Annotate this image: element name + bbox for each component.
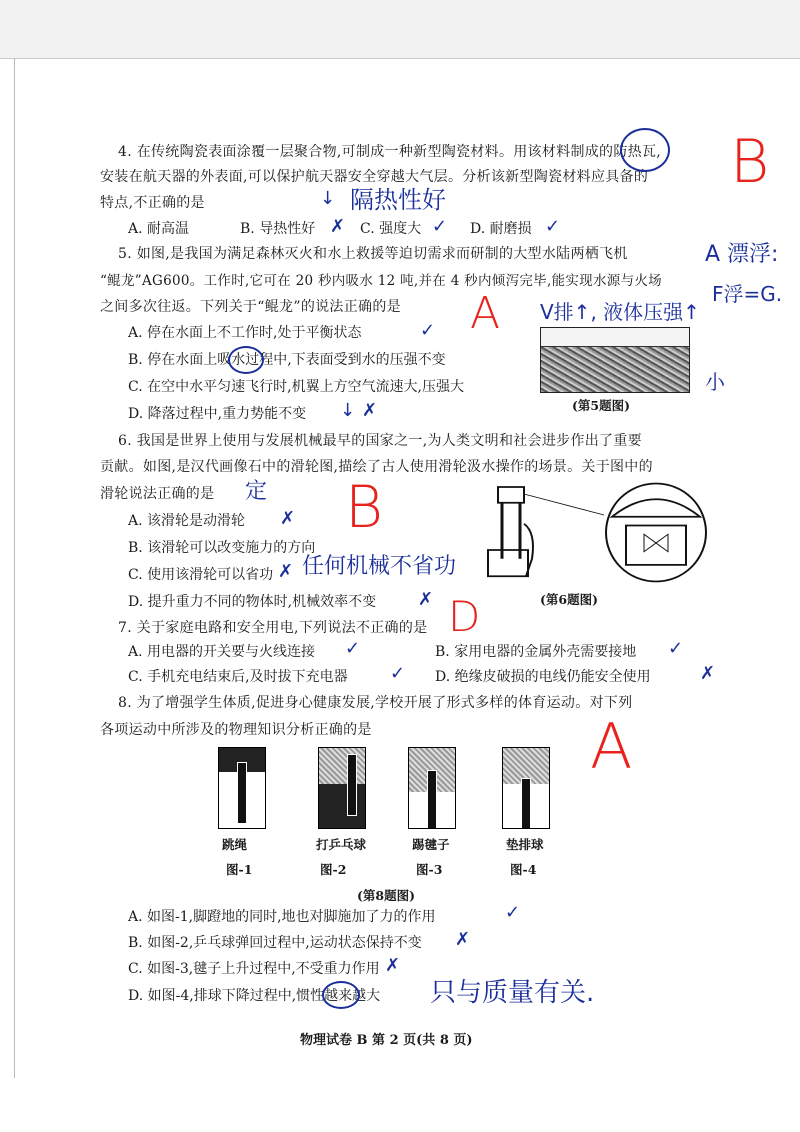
figure-3-name: 踢毽子 — [412, 837, 450, 852]
answer-q7: D — [448, 592, 481, 641]
q4-option-a: A. 耐高温 — [128, 221, 190, 237]
q5-line-2: “鲲龙”AG600。工作时,它可在 20 秒内吸水 12 吨,并在 4 秒内倾泻完毕,能实现水源与火场 — [100, 273, 662, 289]
page-left-edge — [14, 58, 15, 1078]
q8-option-a: A. 如图-1,脚蹬地的同时,地也对脚施加了力的作用 — [128, 909, 436, 925]
figure-2-ping-pong — [318, 747, 366, 829]
q6-option-a: A. 该滑轮是动滑轮 — [128, 513, 246, 529]
arrow-q5-d: ↓ — [340, 400, 356, 421]
answer-q8: A — [590, 710, 633, 783]
q5-option-c: C. 在空中水平匀速飞行时,机翼上方空气流速大,压强大 — [128, 379, 465, 395]
q7-line: 7. 关于家庭电路和安全用电,下列说法不正确的是 — [118, 620, 428, 636]
q8-option-c: C. 如图-3,毽子上升过程中,不受重力作用 — [128, 961, 380, 977]
cross-q5-d: ✗ — [362, 400, 378, 421]
check-q8-a: ✓ — [505, 902, 521, 923]
q4-option-c: C. 强度大 — [360, 221, 422, 237]
cross-q6-a: ✗ — [280, 508, 296, 529]
q8-option-b: B. 如图-2,乒乓球弹回过程中,运动状态保持不变 — [128, 935, 422, 951]
q5-option-a: A. 停在水面上不工作时,处于平衡状态 — [128, 325, 362, 341]
q5-figure-caption: (第5题图) — [572, 398, 631, 413]
figure-4-name: 垫排球 — [506, 837, 544, 852]
q4-line-1: 4. 在传统陶瓷表面涂覆一层聚合物,可制成一种新型陶瓷材料。用该材料制成的防热瓦, — [118, 144, 662, 160]
q8-line-2: 各项运动中所涉及的物理知识分析正确的是 — [100, 722, 372, 738]
cross-q6-c: ✗ — [278, 561, 294, 582]
page-footer: 物理试卷 B 第 2 页(共 8 页) — [300, 1033, 473, 1048]
q4-option-b: B. 导热性好 — [240, 221, 316, 237]
answer-q6: B — [345, 473, 383, 541]
note-q6-fixed: 定 — [245, 479, 268, 504]
q4-option-d: D. 耐磨损 — [470, 221, 532, 237]
figure-2-label: 图-2 — [320, 862, 347, 877]
cross-q6-d: ✗ — [418, 589, 434, 610]
check-q7-c: ✓ — [390, 663, 406, 684]
circle-mark-inertia — [322, 981, 360, 1009]
q7-option-c: C. 手机充电结束后,及时拔下充电器 — [128, 669, 348, 685]
q5-option-b: B. 停在水面上吸水过程中,下表面受到水的压强不变 — [128, 352, 446, 368]
q5-option-d: D. 降落过程中,重力势能不变 — [128, 406, 307, 422]
circle-mark-absorb — [228, 346, 264, 374]
check-q4-d: ✓ — [545, 216, 561, 237]
q6-option-d: D. 提升重力不同的物体时,机械效率不变 — [128, 594, 377, 610]
figure-4-volleyball — [502, 747, 550, 829]
answer-q5: A — [470, 288, 501, 339]
circle-mark-heat-tile — [620, 128, 670, 172]
note-q8-inertia: 只与质量有关. — [430, 978, 595, 1008]
q7-option-b: B. 家用电器的金属外壳需要接地 — [435, 644, 637, 660]
q5-figure-seaplane — [540, 327, 690, 393]
q8-option-d: D. 如图-4,排球下降过程中,惯性越来越大 — [128, 988, 381, 1004]
note-q4: 隔热性好 — [350, 186, 446, 214]
q5-line-1: 5. 如图,是我国为满足森林灭火和水上救援等迫切需求而研制的大型水陆两栖飞机 — [118, 246, 628, 262]
cross-q4-b: ✗ — [330, 216, 346, 237]
note-q5-small: 小 — [705, 370, 725, 394]
q6-figure-caption: (第6题图) — [540, 592, 599, 607]
q6-option-b: B. 该滑轮可以改变施力的方向 — [128, 540, 316, 556]
check-q4-c: ✓ — [432, 216, 448, 237]
background-band — [0, 0, 800, 58]
cross-q7-d: ✗ — [700, 663, 716, 684]
figure-1-jump-rope — [218, 747, 266, 829]
figure-4-label: 图-4 — [510, 862, 537, 877]
q8-line-1: 8. 为了增强学生体质,促进身心健康发展,学校开展了形式多样的体育运动。对下列 — [118, 695, 633, 711]
figure-1-label: 图-1 — [226, 862, 253, 877]
note-q5-formula: F浮=G. — [712, 282, 783, 306]
figure-3-label: 图-3 — [416, 862, 443, 877]
q4-line-3: 特点,不正确的是 — [100, 195, 205, 211]
figure-3-shuttlecock — [408, 747, 456, 829]
check-q5-a: ✓ — [420, 320, 436, 341]
arrow-q4: ↓ — [320, 188, 336, 209]
check-q7-a: ✓ — [345, 638, 361, 659]
q5-line-3: 之间多次往返。下列关于“鲲龙”的说法正确的是 — [100, 299, 401, 315]
q6-figure-pulley — [484, 480, 709, 585]
note-q5-pressure: V排↑, 液体压强↑ — [540, 300, 700, 324]
note-q5-float: A 漂浮: — [705, 242, 779, 267]
q7-option-d: D. 绝缘皮破损的电线仍能安全使用 — [435, 669, 651, 685]
q7-option-a: A. 用电器的开关要与火线连接 — [128, 644, 316, 660]
cross-q8-b: ✗ — [455, 929, 471, 950]
q6-line-1: 6. 我国是世界上使用与发展机械最早的国家之一,为人类文明和社会进步作出了重要 — [118, 433, 642, 449]
q6-line-2: 贡献。如图,是汉代画像石中的滑轮图,描绘了古人使用滑轮汲水操作的场景。关于图中的 — [100, 459, 653, 475]
page-top-edge — [0, 58, 800, 59]
figure-2-name: 打乒乓球 — [316, 837, 367, 852]
answer-q4: B — [730, 127, 770, 197]
q8-figure-caption: (第8题图) — [357, 888, 416, 903]
q4-line-2: 安装在航天器的外表面,可以保护航天器安全穿越大气层。分析该新型陶瓷材料应具备的 — [100, 169, 649, 185]
q6-line-3: 滑轮说法正确的是 — [100, 486, 215, 502]
q6-option-c: C. 使用该滑轮可以省功 — [128, 567, 274, 583]
figure-1-name: 跳绳 — [222, 837, 248, 852]
cross-q8-c: ✗ — [385, 955, 401, 976]
check-q7-b: ✓ — [668, 638, 684, 659]
note-q6-work: 任何机械不省功 — [302, 554, 457, 579]
